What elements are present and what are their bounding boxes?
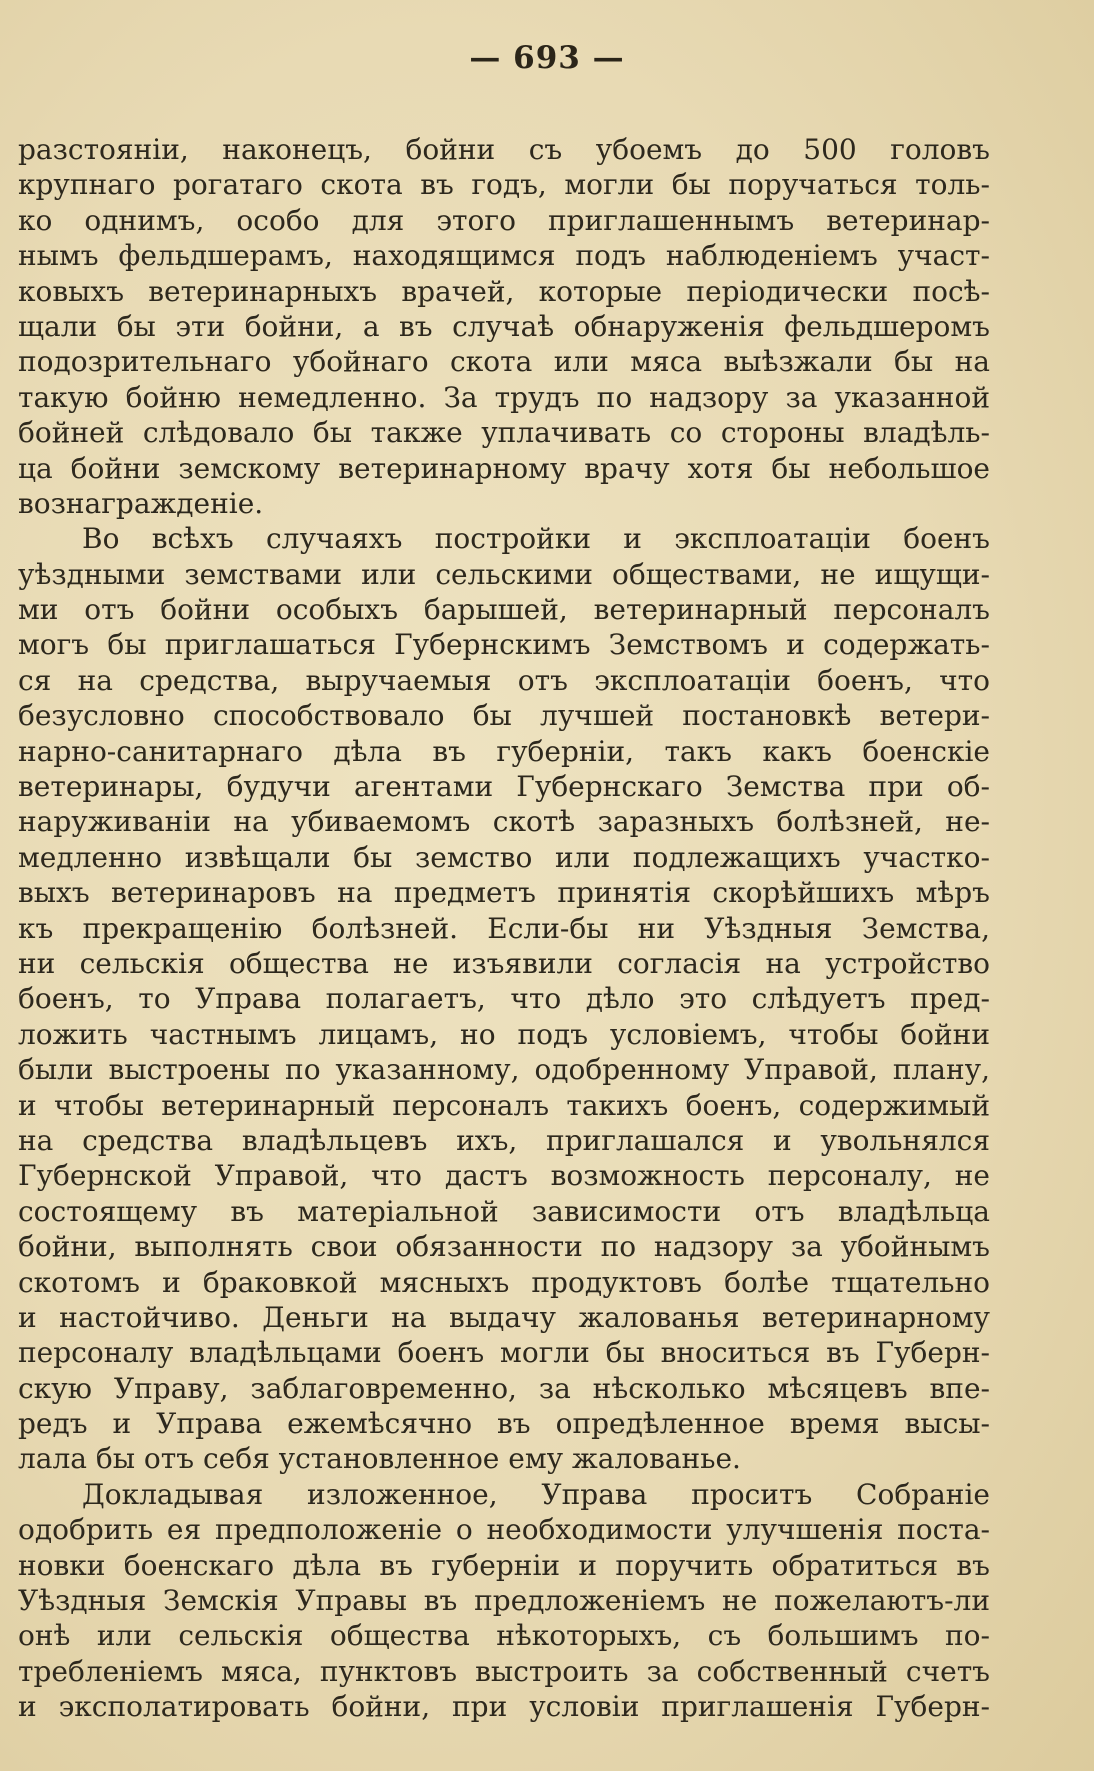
page-number: — 693 — <box>469 40 625 76</box>
text-line: скотомъ и браковкой мясныхъ продуктовъ болѣе тщательно <box>18 1265 990 1299</box>
text-line: разстояніи, наконецъ, бойни съ убоемъ до 500 головъ <box>18 133 990 166</box>
text-line: скую Управу, заблаговременно, за нѣсколько мѣсяцевъ впе- <box>18 1371 990 1405</box>
text-line: новки боенскаго дѣла въ губерніи и поручить обратиться въ <box>18 1548 990 1582</box>
body-text <box>18 132 990 1725</box>
paragraph-2 <box>18 521 990 1477</box>
text-line: и настойчиво. Деньги на выдачу жалованья ветеринарному <box>18 1300 990 1334</box>
text-line: боенъ, то Управа полагаетъ, что дѣло это слѣдуетъ пред- <box>18 982 990 1016</box>
text-line: ми отъ бойни особыхъ барышей, ветеринарный персоналъ <box>18 593 990 627</box>
text-line: безусловно способствовало бы лучшей постановкѣ ветери- <box>18 699 990 733</box>
text-line: были выстроены по указанному, одобренному Управой, плану, <box>18 1053 990 1087</box>
text-line: бойни, выполнять свои обязанности по надзору за убойнымъ <box>18 1230 990 1264</box>
text-line: щали бы эти бойни, а въ случаѣ обнаруженія фельдшеромъ <box>18 309 990 343</box>
text-line: могъ бы приглашаться Губернскимъ Земствомъ и содержать- <box>18 628 990 662</box>
text-line: ся на средства, выручаемыя отъ эксплоатаціи боенъ, что <box>18 663 990 697</box>
text-line: ложить частнымъ лицамъ, но подъ условіемъ, чтобы бойни <box>18 1017 990 1051</box>
text-line: персоналу владѣльцами боенъ могли бы вноситься въ Губерн- <box>18 1336 990 1370</box>
text-line: выхъ ветеринаровъ на предметъ принятія скорѣйшихъ мѣръ <box>18 876 990 910</box>
text-line: Во всѣхъ случаяхъ постройки и эксплоатаціи боенъ <box>82 522 990 556</box>
text-line: Докладывая изложенное, Управа проситъ Собраніе <box>82 1477 990 1511</box>
text-line: подозрительнаго убойнаго скота или мяса выѣзжали бы на <box>18 345 990 379</box>
text-line: на средства владѣльцевъ ихъ, приглашался и увольнялся <box>18 1123 990 1157</box>
text-line: медленно извѣщали бы земство или подлежащихъ участко- <box>18 840 990 874</box>
text-line: лала бы отъ себя установленное ему жалованье. <box>18 1442 741 1476</box>
text-line: ковыхъ ветеринарныхъ врачей, которые періодически посѣ- <box>18 274 990 308</box>
text-line: такую бойню немедленно. За трудъ по надзору за указанной <box>18 380 990 414</box>
text-line: ни сельскія общества не изъявили согласія на устройство <box>18 946 990 980</box>
paragraph-3 <box>18 1477 990 1725</box>
text-line: Уѣздныя Земскія Управы въ предложеніемъ не пожелаютъ-ли <box>18 1584 990 1618</box>
text-line: уѣздными земствами или сельскими обществами, не ищущи- <box>18 557 990 591</box>
text-line: наруживаніи на убиваемомъ скотѣ заразныхъ болѣзней, не- <box>18 805 990 839</box>
text-line: нарно-санитарнаго дѣла въ губерніи, такъ какъ боенскіе <box>18 734 990 768</box>
text-line: Губернской Управой, что дастъ возможность персоналу, не <box>18 1159 990 1193</box>
text-line: къ прекращенію болѣзней. Если-бы ни Уѣздныя Земства, <box>18 911 990 945</box>
text-line: требленіемъ мяса, пунктовъ выстроить за собственный счетъ <box>18 1654 990 1688</box>
text-line: ца бойни земскому ветеринарному врачу хотя бы небольшое <box>18 451 990 485</box>
text-line: и чтобы ветеринарный персоналъ такихъ боенъ, содержимый <box>18 1088 990 1122</box>
text-line: ветеринары, будучи агентами Губернскаго Земства при об- <box>18 770 990 804</box>
text-line: крупнаго рогатаго скота въ годъ, могли бы поручаться толь- <box>18 168 990 202</box>
text-line: бойней слѣдовало бы также уплачивать со стороны владѣль- <box>18 416 990 450</box>
text-line: одобрить ея предположеніе о необходимости улучшенія поста- <box>18 1513 990 1547</box>
text-line: редъ и Управа ежемѣсячно въ опредѣленное время высы- <box>18 1407 990 1441</box>
text-line: нымъ фельдшерамъ, находящимся подъ наблюденіемъ участ- <box>18 239 990 273</box>
text-line: состоящему въ матеріальной зависимости отъ владѣльца <box>18 1194 990 1228</box>
text-line: и эксполатировать бойни, при условіи приглашенія Губерн- <box>18 1690 990 1724</box>
text-line: онѣ или сельскія общества нѣкоторыхъ, съ большимъ по- <box>18 1619 990 1653</box>
text-line: вознагражденіе. <box>18 486 264 520</box>
paragraph-1 <box>18 132 990 521</box>
text-line: ко однимъ, особо для этого приглашеннымъ ветеринар- <box>18 203 990 237</box>
